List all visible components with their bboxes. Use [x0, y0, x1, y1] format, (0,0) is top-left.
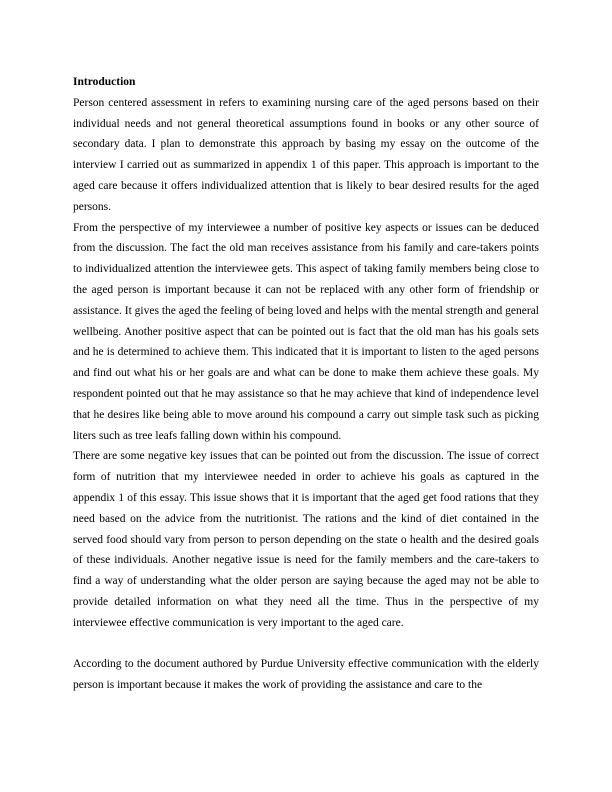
paragraph-spacer [73, 634, 539, 655]
paragraph-negative-issues: There are some negative key issues that can be pointed out from the discussion. The issue of correct form of nutrition that my interviewee needed in order to achieve his goals as captured in the appendix 1 of this essay. This issue shows that it is important that the aged get food rations that they need based on the advice from the nutritionist. The rations and the kind of diet contained in the served food should vary from person to person depending on the state o health and the desired goals of these individuals. Another negative issue is need for the family members and the care-takers to find a way of understanding what the older person are saying because the aged may not be able to provide detailed information on what they need all the time. Thus in the perspective of my interviewee effective communication is very important to the aged care. [73, 450, 539, 629]
paragraph-person-centered: Person centered assessment in refers to examining nursing care of the aged persons based on their individual needs and not general theoretical assumptions found in books or any other source of secondary data. I plan to demonstrate this approach by basing my essay on the outcome of the interview I carried out as summarized in appendix 1 of this paper. This approach is important to the aged care because it offers individualized attention that is likely to bear desired results for the aged persons. [73, 96, 539, 213]
section-heading: Introduction [73, 76, 136, 88]
paragraph-communication: According to the document authored by Purdue University effective communication with the elderly person is important because it makes the work of providing the assistance and care to the [73, 658, 539, 692]
document-page [73, 72, 539, 696]
paragraph-positive-aspects: From the perspective of my interviewee a number of positive key aspects or issues can be deduced from the discussion. The fact the old man receives assistance from his family and care-takers points to individualized attention the interviewee gets. This aspect of taking family members being close to the aged person is important because it can not be replaced with any other form of friendship or assistance. It gives the aged the feeling of being loved and helps with the mental strength and general wellbeing. Another positive aspect that can be pointed out is fact that the old man has his goals sets and he is determined to achieve them. This indicated that it is important to listen to the aged persons and find out what his or her goals are and what can be done to make them achieve these goals. My respondent pointed out that he may assistance so that he may achieve that kind of independence level that he desires like being able to move around his compound a carry out simple task such as picking liters such as tree leafs falling down within his compound. [73, 221, 539, 442]
